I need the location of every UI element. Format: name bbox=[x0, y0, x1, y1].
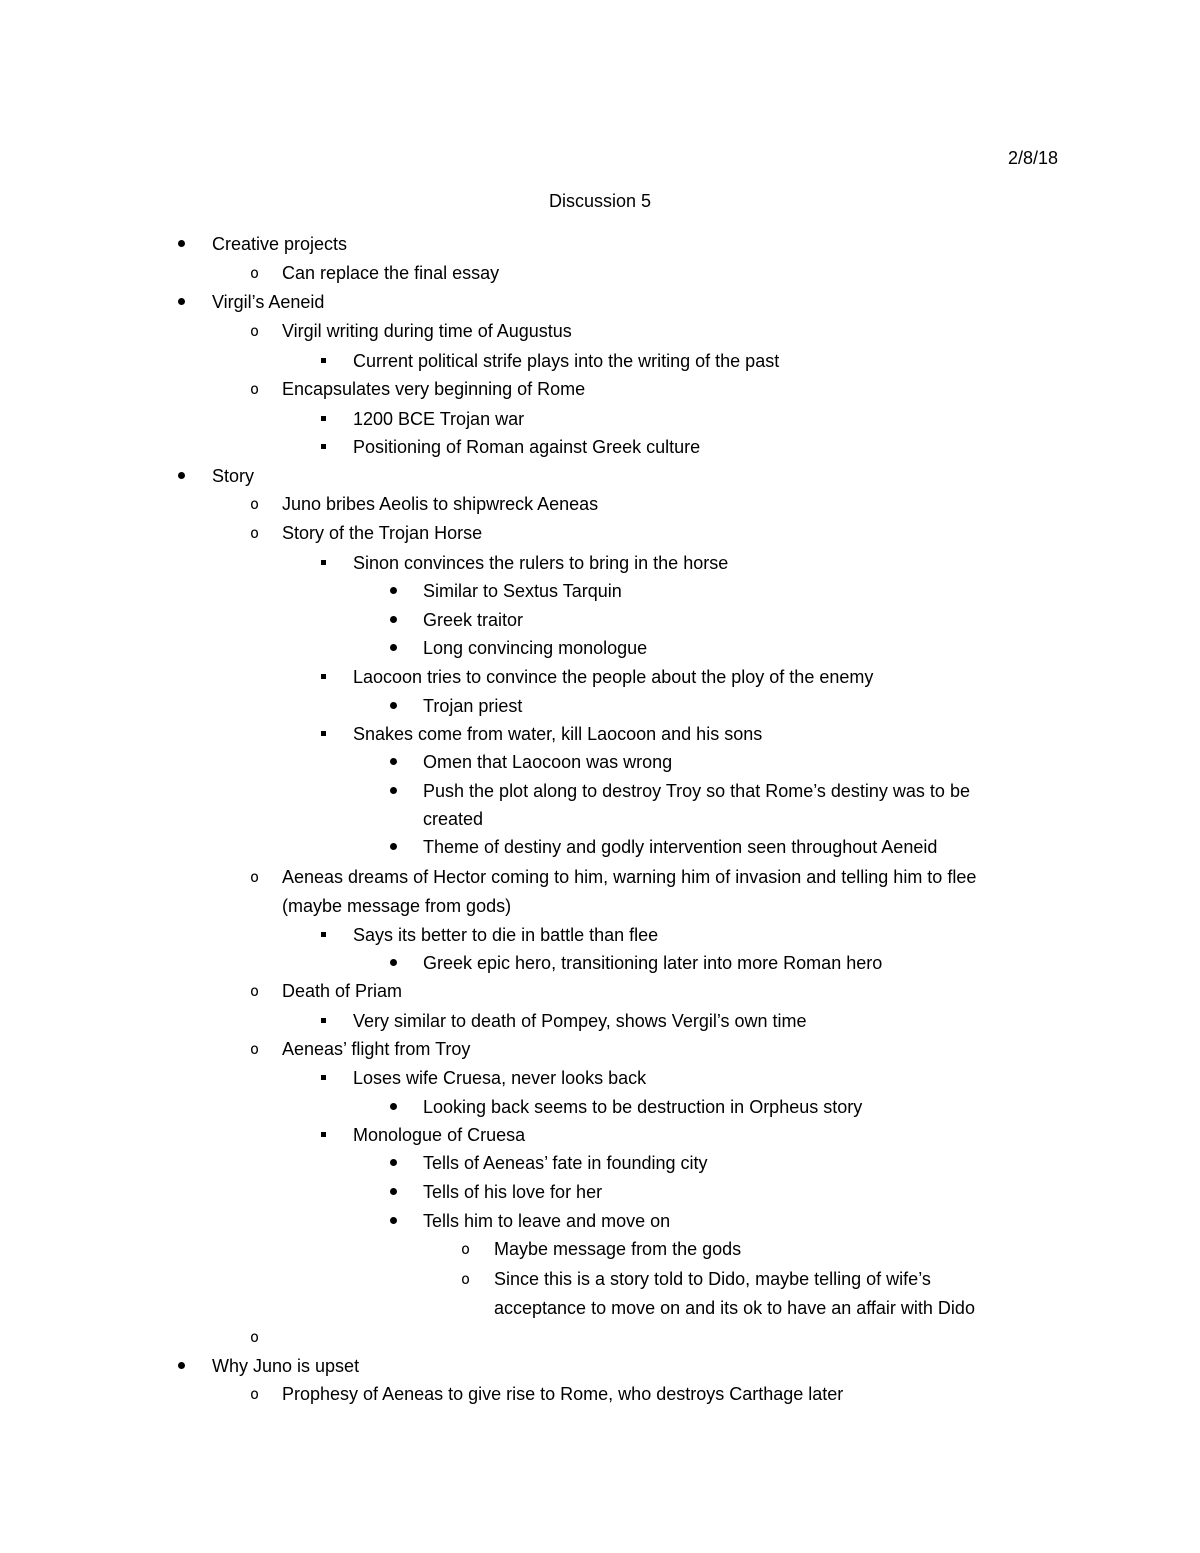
bullet-dot-icon bbox=[385, 951, 409, 975]
note-title: Discussion 5 bbox=[548, 191, 652, 211]
bullet-circle-icon bbox=[249, 319, 273, 343]
bullet-square-icon bbox=[316, 1123, 340, 1147]
bullet-dot-icon bbox=[385, 750, 409, 774]
bullet-square-icon bbox=[316, 349, 340, 373]
bullet-circle-icon bbox=[249, 521, 273, 545]
bullet-dot-icon bbox=[385, 835, 409, 859]
bullet-dot-icon bbox=[173, 232, 197, 256]
bullet-square-icon bbox=[316, 1066, 340, 1090]
bullet-dot-icon bbox=[385, 1209, 409, 1233]
bullet-dot-icon bbox=[385, 579, 409, 603]
bullet-dot-icon bbox=[385, 1151, 409, 1175]
bullet-dot-icon bbox=[173, 290, 197, 314]
bullet-dot-icon bbox=[385, 636, 409, 660]
bullet-dot-icon bbox=[385, 608, 409, 632]
bullet-circle-icon bbox=[249, 492, 273, 516]
bullet-dot-icon bbox=[385, 694, 409, 718]
document-page: 2/8/18 Discussion 5 Creative projects o Can replace the final essay Virgil’s Aeneid o Virgil writing during time of Augustus Current political strife plays into the writing of the past o Encapsulates very beginning of Rome 1200 BCE Trojan war Positioning of Roman against Greek culture Story o Juno bribes Aeolis to shipwreck Aeneas o Story of the Trojan Horse Sinon convinces the rulers to bring in the horse Similar to Sextus Tarquin Greek traitor Long convincing monologue Laocoon tries to convince the people about the ploy of the enemy Trojan priest Snakes come from water, kill Laocoon and his sons Omen that Laocoon was wrong Push the plot along to destroy Troy so that Rome’s destiny was to be created Theme of destiny and godly intervention seen throughout Aeneid o Aeneas dreams of Hector coming to him, warning him of invasion and telling him to flee (maybe message from gods) Says its better to die in battle than flee Greek epic hero, transitioning later into more Roman hero o Death of Priam Very similar to death of Pompey, shows Vergil’s own time o Aeneas’ flight from Troy Loses wife Cruesa, never looks back Looking back seems to be destruction in Orpheus story Monologue of Cruesa Tells of Aeneas’ fate in founding city Tells of his love for her Tells him to leave and move on o Maybe message from the gods o Since this is a story told to Dido, maybe telling of wife’s acceptance to move on and its ok to have an affair with Dido o Why Juno is upset o Prophesy of Aeneas to give rise to Rome, who destroys Carthage later bbox=[0, 0, 1200, 1553]
bullet-square-icon bbox=[316, 435, 340, 459]
note-date: 2/8/18 bbox=[1007, 148, 1058, 168]
bullet-dot-icon bbox=[385, 779, 409, 803]
bullet-square-icon bbox=[316, 923, 340, 947]
bullet-circle-icon bbox=[249, 979, 273, 1003]
bullet-dot-icon bbox=[173, 1354, 197, 1378]
bullet-dot-icon bbox=[173, 464, 197, 488]
bullet-circle-icon bbox=[249, 261, 273, 285]
bullet-circle-icon bbox=[249, 377, 273, 401]
bullet-circle-icon bbox=[249, 1382, 273, 1406]
bullet-square-icon bbox=[316, 1009, 340, 1033]
bullet-circle-icon bbox=[249, 865, 273, 889]
bullet-circle-icon bbox=[249, 1037, 273, 1061]
bullet-dot-icon bbox=[385, 1180, 409, 1204]
bullet-circle-icon bbox=[460, 1267, 484, 1291]
bullet-square-icon bbox=[316, 665, 340, 689]
bullet-circle-icon bbox=[460, 1237, 484, 1261]
bullet-square-icon bbox=[316, 407, 340, 431]
bullet-square-icon bbox=[316, 722, 340, 746]
bullet-square-icon bbox=[316, 551, 340, 575]
bullet-circle-icon bbox=[249, 1325, 273, 1349]
bullet-dot-icon bbox=[385, 1095, 409, 1119]
